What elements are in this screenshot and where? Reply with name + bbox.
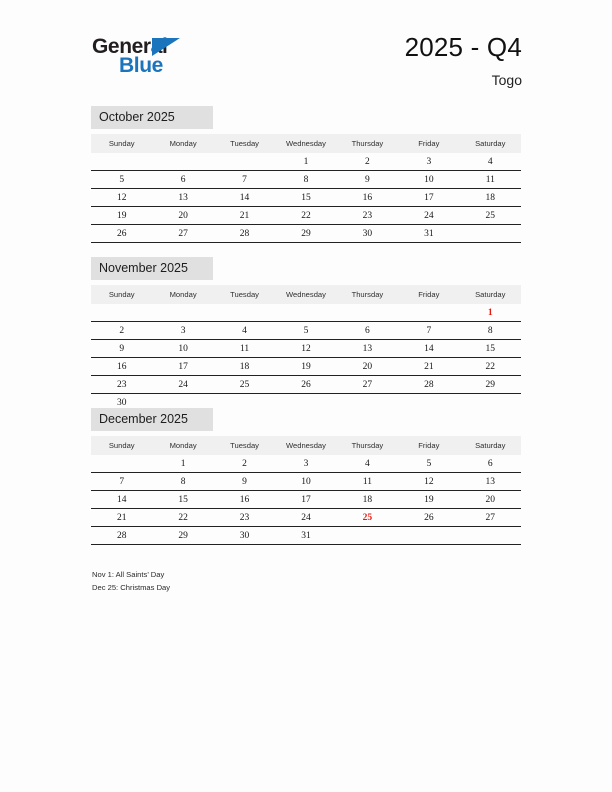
calendar-day[interactable]: 27 — [337, 376, 398, 394]
calendar-day-empty — [91, 153, 152, 171]
calendar-day-empty — [214, 304, 275, 322]
calendar-day[interactable]: 16 — [337, 189, 398, 207]
calendar-day[interactable]: 29 — [275, 225, 336, 243]
calendar-day[interactable]: 23 — [91, 376, 152, 394]
page-title: 2025 - Q4 — [404, 32, 522, 62]
calendar-week-row — [91, 376, 521, 394]
calendar-day[interactable]: 2 — [214, 455, 275, 473]
calendar-week-row — [91, 171, 521, 189]
calendar-day[interactable]: 27 — [460, 509, 521, 527]
calendar-day[interactable]: 19 — [91, 207, 152, 225]
calendar-day[interactable]: 1 — [275, 153, 336, 171]
calendar-day[interactable]: 29 — [460, 376, 521, 394]
calendar-day[interactable]: 11 — [214, 340, 275, 358]
month-block-december — [91, 408, 521, 545]
weekday-header-saturday: Saturday — [460, 134, 521, 153]
calendar-day[interactable]: 7 — [214, 171, 275, 189]
weekday-header-wednesday: Wednesday — [275, 436, 336, 455]
calendar-day[interactable]: 16 — [214, 491, 275, 509]
weekday-header-saturday: Saturday — [460, 436, 521, 455]
page-header — [0, 0, 612, 100]
calendar-day[interactable]: 19 — [398, 491, 459, 509]
calendar-week-row — [91, 509, 521, 527]
calendar-day[interactable]: 5 — [91, 171, 152, 189]
calendar-day[interactable]: 13 — [460, 473, 521, 491]
calendar-day[interactable]: 20 — [152, 207, 213, 225]
calendar-day[interactable]: 10 — [398, 171, 459, 189]
weekday-header-tuesday: Tuesday — [214, 285, 275, 304]
calendar-day[interactable]: 4 — [337, 455, 398, 473]
calendar-day[interactable]: 8 — [275, 171, 336, 189]
calendar-week-row — [91, 225, 521, 243]
calendar-week-row — [91, 473, 521, 491]
weekday-header-monday: Monday — [152, 285, 213, 304]
calendar-day[interactable]: 20 — [337, 358, 398, 376]
calendar-week-row — [91, 358, 521, 376]
calendar-day[interactable]: 17 — [275, 491, 336, 509]
weekday-header-wednesday: Wednesday — [275, 134, 336, 153]
calendar-day[interactable]: 1 — [152, 455, 213, 473]
calendar-day[interactable]: 29 — [152, 527, 213, 545]
calendar-week-row — [91, 340, 521, 358]
month-title-november: November 2025 — [91, 257, 213, 280]
calendar-day[interactable]: 28 — [214, 225, 275, 243]
calendar-week-row — [91, 189, 521, 207]
calendar-day[interactable]: 14 — [398, 340, 459, 358]
calendar-day[interactable]: 28 — [398, 376, 459, 394]
calendar-day[interactable]: 6 — [337, 322, 398, 340]
weekday-header-sunday: Sunday — [91, 134, 152, 153]
calendar-day[interactable]: 23 — [337, 207, 398, 225]
month-block-november — [91, 257, 521, 411]
calendar-day[interactable]: 26 — [275, 376, 336, 394]
calendar-day[interactable]: 15 — [152, 491, 213, 509]
month-title-october: October 2025 — [91, 106, 213, 129]
holiday-notes — [92, 569, 392, 594]
month-title-december: December 2025 — [91, 408, 213, 431]
calendar-day[interactable]: 17 — [398, 189, 459, 207]
calendar-day[interactable]: 6 — [152, 171, 213, 189]
calendar-day[interactable]: 15 — [275, 189, 336, 207]
calendar-day-empty — [398, 304, 459, 322]
calendar-day-empty — [337, 304, 398, 322]
calendar-day[interactable]: 18 — [337, 491, 398, 509]
calendar-day[interactable]: 5 — [398, 455, 459, 473]
weekday-header-row — [91, 285, 521, 304]
calendar-week-row — [91, 455, 521, 473]
calendar-day[interactable]: 21 — [214, 207, 275, 225]
weekday-header-thursday: Thursday — [337, 134, 398, 153]
calendar-day-empty — [275, 304, 336, 322]
weekday-header-tuesday: Tuesday — [214, 436, 275, 455]
calendar-week-row — [91, 207, 521, 225]
calendar-day[interactable]: 18 — [460, 189, 521, 207]
page-subtitle-country: Togo — [491, 72, 522, 88]
calendar-day[interactable]: 10 — [275, 473, 336, 491]
calendar-day[interactable]: 8 — [152, 473, 213, 491]
calendar-day[interactable]: 14 — [214, 189, 275, 207]
calendar-day[interactable]: 9 — [91, 340, 152, 358]
calendar-day[interactable]: 14 — [91, 491, 152, 509]
calendar-day[interactable]: 13 — [152, 189, 213, 207]
calendar-day[interactable]: 22 — [275, 207, 336, 225]
calendar-day[interactable]: 31 — [275, 527, 336, 545]
weekday-header-thursday: Thursday — [337, 436, 398, 455]
calendar-day-empty — [398, 527, 459, 545]
weekday-header-friday: Friday — [398, 436, 459, 455]
month-block-october — [91, 106, 521, 243]
calendar-day[interactable]: 12 — [275, 340, 336, 358]
calendar-day[interactable]: 21 — [91, 509, 152, 527]
calendar-day-empty — [460, 527, 521, 545]
calendar-day[interactable]: 9 — [337, 171, 398, 189]
calendar-day[interactable]: 11 — [460, 171, 521, 189]
calendar-day-empty — [460, 225, 521, 243]
calendar-week-row — [91, 527, 521, 545]
calendar-week-row — [91, 322, 521, 340]
weekday-header-sunday: Sunday — [91, 285, 152, 304]
calendar-table-october — [91, 134, 521, 243]
calendar-day-empty — [214, 153, 275, 171]
calendar-day[interactable]: 22 — [152, 509, 213, 527]
calendar-day[interactable]: 24 — [275, 509, 336, 527]
holiday-note-line: Nov 1: All Saints’ Day — [92, 570, 165, 579]
logo-text-blue: Blue — [119, 54, 163, 77]
weekday-header-friday: Friday — [398, 285, 459, 304]
weekday-header-tuesday: Tuesday — [214, 134, 275, 153]
calendar-day[interactable]: 4 — [460, 153, 521, 171]
title-block — [405, 32, 522, 90]
general-blue-logo[interactable] — [92, 36, 202, 80]
calendar-day[interactable]: 5 — [275, 322, 336, 340]
calendar-day[interactable]: 25 — [460, 207, 521, 225]
calendar-day-holiday[interactable]: 25 — [337, 509, 398, 527]
calendar-day[interactable]: 28 — [91, 527, 152, 545]
calendar-day[interactable]: 4 — [214, 322, 275, 340]
calendar-day[interactable]: 3 — [398, 153, 459, 171]
calendar-day[interactable]: 12 — [398, 473, 459, 491]
calendar-day[interactable]: 2 — [337, 153, 398, 171]
calendar-day[interactable]: 23 — [214, 509, 275, 527]
weekday-header-sunday: Sunday — [91, 436, 152, 455]
calendar-day[interactable]: 6 — [460, 455, 521, 473]
weekday-header-saturday: Saturday — [460, 285, 521, 304]
calendar-day[interactable]: 25 — [214, 376, 275, 394]
calendar-day[interactable]: 31 — [398, 225, 459, 243]
holiday-note-line: Dec 25: Christmas Day — [92, 582, 171, 592]
weekday-header-row — [91, 436, 521, 455]
calendar-day-empty — [152, 304, 213, 322]
calendar-day[interactable]: 20 — [460, 491, 521, 509]
weekday-header-row — [91, 134, 521, 153]
calendar-day[interactable]: 26 — [398, 509, 459, 527]
calendar-day[interactable]: 19 — [275, 358, 336, 376]
weekday-header-wednesday: Wednesday — [275, 285, 336, 304]
calendar-day[interactable]: 24 — [152, 376, 213, 394]
calendar-day[interactable]: 2 — [91, 322, 152, 340]
calendar-day[interactable]: 7 — [91, 473, 152, 491]
calendar-day-empty — [91, 304, 152, 322]
calendar-day[interactable]: 8 — [460, 322, 521, 340]
calendar-day[interactable]: 27 — [152, 225, 213, 243]
calendar-day[interactable]: 3 — [275, 455, 336, 473]
calendar-day[interactable]: 15 — [460, 340, 521, 358]
calendar-day-holiday[interactable]: 1 — [460, 304, 521, 322]
calendar-day[interactable]: 16 — [91, 358, 152, 376]
calendar-day[interactable]: 17 — [152, 358, 213, 376]
weekday-header-thursday: Thursday — [337, 285, 398, 304]
logo-text-general: General — [92, 35, 168, 58]
calendar-day-empty — [152, 153, 213, 171]
calendar-day-empty — [337, 527, 398, 545]
weekday-header-monday: Monday — [152, 134, 213, 153]
calendar-table-december — [91, 436, 521, 545]
calendar-day[interactable]: 13 — [337, 340, 398, 358]
calendar-day[interactable]: 22 — [460, 358, 521, 376]
calendar-day[interactable]: 9 — [214, 473, 275, 491]
calendar-day[interactable]: 3 — [152, 322, 213, 340]
calendar-day[interactable]: 7 — [398, 322, 459, 340]
calendar-week-row — [91, 153, 521, 171]
calendar-week-row — [91, 304, 521, 322]
calendar-day[interactable]: 30 — [116, 397, 127, 408]
calendar-day[interactable]: 11 — [337, 473, 398, 491]
calendar-day[interactable]: 21 — [398, 358, 459, 376]
weekday-header-friday: Friday — [398, 134, 459, 153]
calendar-day[interactable]: 12 — [91, 189, 152, 207]
calendar-day[interactable]: 10 — [152, 340, 213, 358]
calendar-table-november — [91, 285, 521, 411]
calendar-day[interactable]: 26 — [91, 225, 152, 243]
calendar-day[interactable]: 30 — [214, 527, 275, 545]
calendar-day[interactable]: 24 — [398, 207, 459, 225]
calendar-day[interactable]: 30 — [337, 225, 398, 243]
weekday-header-monday: Monday — [152, 436, 213, 455]
calendar-day[interactable]: 18 — [214, 358, 275, 376]
calendar-week-row — [91, 491, 521, 509]
calendar-day-empty — [91, 455, 152, 473]
